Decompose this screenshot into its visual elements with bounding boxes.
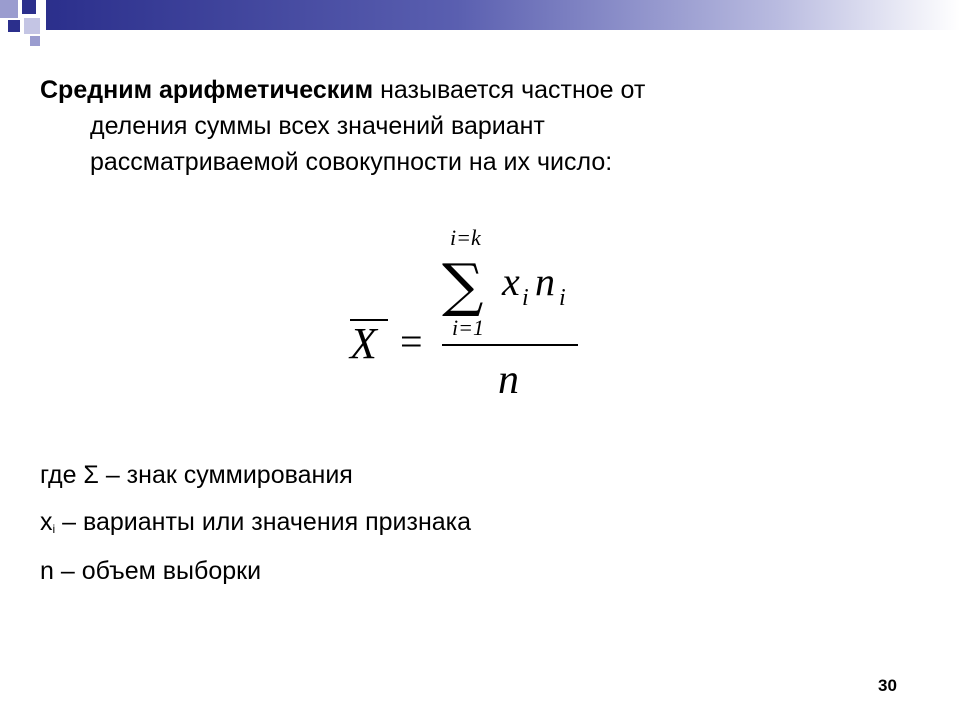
title-decoration [0,0,960,40]
lower-limit: i=1 [452,315,484,340]
definition-n: n – объем выборки [40,557,262,585]
x-variable: x [502,259,520,304]
lhs-x: X [350,319,377,368]
deco-square [22,0,36,14]
term: Средним арифметическим [40,76,374,104]
deco-square [8,20,20,32]
deco-square [0,0,18,18]
page-number: 30 [878,676,897,695]
mean-formula [330,215,630,415]
deco-square [30,36,40,46]
sum-symbol: ∑ [442,251,484,319]
gradient-bar [46,0,960,30]
intro-line-1-rest: называется частное от [373,76,646,104]
equals-sign: = [400,319,423,364]
denominator-n: n [498,357,519,403]
definition-sigma: где Σ – знак суммирования [40,461,353,489]
intro-line-1 [40,72,860,108]
definition-paragraph [40,72,860,180]
x-index: i [522,285,529,311]
upper-limit: i=k [450,225,481,250]
definition-xi [40,508,471,537]
xi-subscript: i [52,522,56,536]
xi-description: – варианты или значения признака [55,508,472,536]
xi-var: x [40,508,53,536]
deco-square [24,18,40,34]
intro-line-2: деления суммы всех значений вариант [90,112,545,140]
n-variable: n [535,259,555,304]
n-index: i [559,285,566,311]
intro-line-3: рассматриваемой совокупности на их число: [90,148,613,176]
